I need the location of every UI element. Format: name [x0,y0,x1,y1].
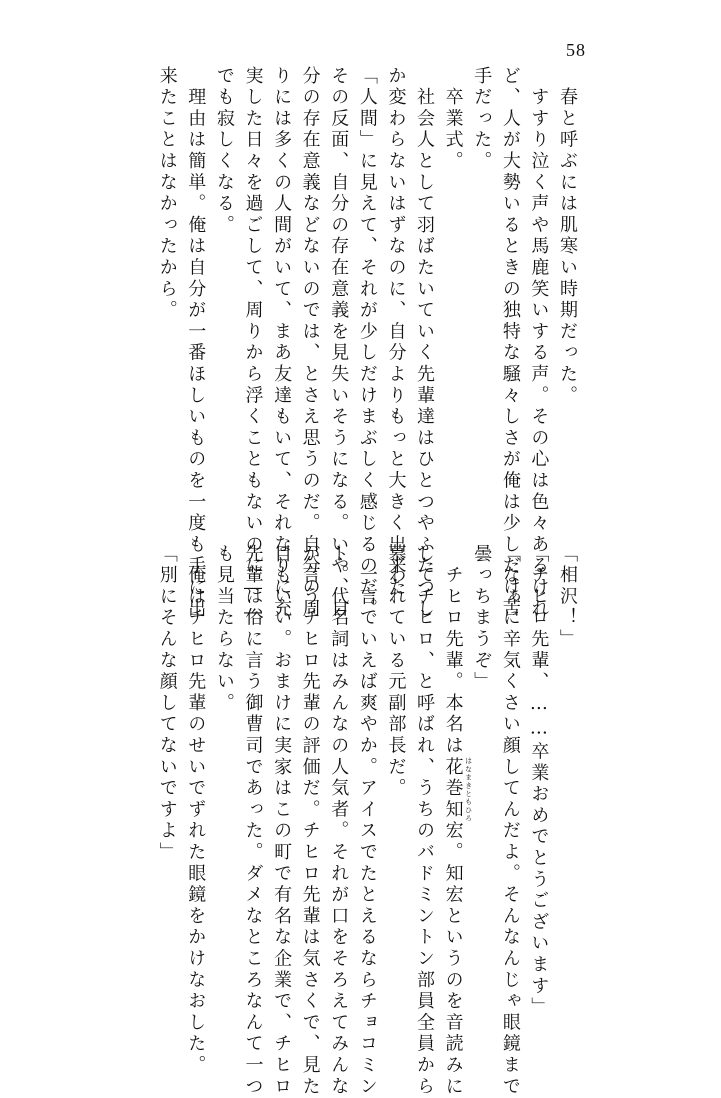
text-line: その反面、自分の存在意義を見失いそうになる。いや、自 [328,66,350,620]
text-line: 一言でいえば爽やか。アイスでたとえるならチョコミン [356,544,378,1098]
text-line: 分の存在意義などないのでは、とさえ思うのだ。自分の周 [299,66,321,620]
text-line: 実した日々を過ごして、周りから浮くこともないのに―― [242,66,264,626]
text-line: 社会人として羽ばたいていく先輩達はひとつやふたつし [414,66,436,620]
text-segment: 。知宏というのを音読みに [442,842,464,1098]
text-line: 春と呼ぶには肌寒い時期だった。 [557,66,578,407]
ruby-reading: はなまきともひろ [464,757,473,823]
text-line: が言うチヒロ先輩の評価だ。チヒロ先輩は気さくで、見た [299,544,321,1098]
text-line: か変わらないはずなのに、自分よりもっと大きく出来た [385,66,407,599]
text-line: 俺はチヒロ先輩のせいでずれた眼鏡をかけなおした。 [185,544,207,1077]
dialogue-line: 「別にそんな顔してないですよ」 [156,544,178,864]
text-line: 来たことはなかったから。 [156,66,178,322]
text-segment: チヒロ先輩。本名は [442,544,464,757]
dialogue-line: 曇っちまうぞ」 [471,544,493,694]
text-line: りには多くの人間がいて、まあ友達もいて、それなりに充 [271,66,293,620]
text-line: 先輩は俗に言う御曹司であった。ダメなところなんて一つ [242,544,264,1098]
ruby-base: 花巻知宏 [442,757,464,843]
text-line: 慕われている元副部長だ。 [385,544,407,800]
ruby-name [442,757,473,843]
dialogue-line: 「相沢！」 [557,544,578,651]
text-line: ト。代名詞はみんなの人気者。それが口をそろえてみんな [328,544,350,1098]
text-line: ど、人が大勢いるときの独特な騒々しさが俺は少しだけ苦 [499,66,521,620]
dialogue-line: 「なぁに辛気くさい顔してんだよ。そんなんじゃ眼鏡まで [499,544,521,1098]
text-line: 手だった。 [471,66,493,173]
text-line: 卒業式。 [442,66,464,173]
dialogue-line: 「チヒロ先輩、……卒業おめでとうございます」 [528,544,550,1019]
text-line: でも寂しくなる。 [213,66,235,237]
text-line: も見当たらない。 [213,544,235,715]
text-line: してチヒロ、と呼ばれ、うちのバドミントン部員全員から [414,544,436,1098]
text-line: 理由は簡単。俺は自分が一番ほしいものを一度も手に出 [185,66,207,620]
text-line: 目もいい。おまけに実家はこの町で有名な企業で、チヒロ [271,544,293,1098]
bottom-text-block [152,544,581,1098]
page-number: 58 [566,40,586,60]
text-line: すすり泣く声や馬鹿笑いする声。その心は色々あるけれ [528,66,550,620]
text-line: 「人間」に見えて、それが少しだけまぶしく感じるのだ。 [356,66,378,620]
text-line-with-ruby [438,544,473,1098]
